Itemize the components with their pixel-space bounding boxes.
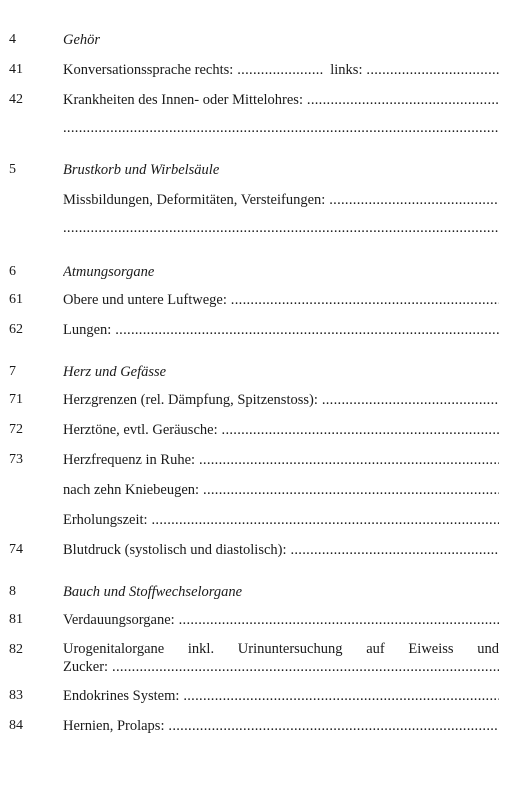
field-label: Erholungszeit: ..... xyxy=(63,510,499,530)
field-label: Missbildungen, Deformitäten, Versteifungen: ..... xyxy=(63,190,499,210)
section-heading: Brustkorb und Wirbelsäule xyxy=(63,162,220,178)
field-82 xyxy=(0,640,516,680)
field-74 xyxy=(0,540,516,560)
field-number: 74 xyxy=(9,542,23,557)
field-label-line1: Urogenitalorgane inkl. Urinuntersuchung auf Eiweiss und xyxy=(63,641,499,657)
section-number: 7 xyxy=(9,364,16,379)
field-number: 82 xyxy=(9,642,23,657)
field-number: 81 xyxy=(9,612,23,627)
field-label: Endokrines System: ..... xyxy=(63,686,499,706)
field-84 xyxy=(0,716,516,736)
field-42-continuation xyxy=(0,118,516,138)
section-number: 4 xyxy=(9,32,16,47)
field-81 xyxy=(0,610,516,630)
field-73-knee-bends xyxy=(0,480,516,500)
field-label: Hernien, Prolaps: ..... xyxy=(63,716,499,736)
field-5-continuation xyxy=(0,218,516,238)
section-number: 5 xyxy=(9,162,16,177)
field-83 xyxy=(0,686,516,706)
section-7 xyxy=(0,362,516,382)
section-8 xyxy=(0,582,516,602)
field-label: Herztöne, evtl. Geräusche: ..... xyxy=(63,420,499,440)
field-number: 62 xyxy=(9,322,23,337)
field-number: 71 xyxy=(9,392,23,407)
field-label-multiline xyxy=(63,640,499,676)
field-number: 73 xyxy=(9,452,23,467)
section-heading: Atmungsorgane xyxy=(63,264,155,280)
field-label: Verdauungsorgane: ..... xyxy=(63,610,499,630)
field-label: Krankheiten des Innen- oder Mittelohres: ..... xyxy=(63,90,499,110)
field-number: 42 xyxy=(9,92,23,107)
section-6 xyxy=(0,262,516,282)
section-number: 8 xyxy=(9,584,16,599)
field-label-left: links: ..... xyxy=(323,60,499,80)
field-72 xyxy=(0,420,516,440)
field-62 xyxy=(0,320,516,340)
field-number: 61 xyxy=(9,292,23,307)
field-73 xyxy=(0,450,516,470)
section-4 xyxy=(0,30,516,50)
field-41 xyxy=(0,60,516,80)
field-label: Obere und untere Luftwege: ..... xyxy=(63,290,499,310)
blank-line xyxy=(63,118,499,138)
field-label-right: Konversationssprache rechts: ..... xyxy=(63,60,323,80)
field-71 xyxy=(0,390,516,410)
field-number: 72 xyxy=(9,422,23,437)
field-61 xyxy=(0,290,516,310)
field-label: Herzfrequenz in Ruhe: ..... xyxy=(63,450,499,470)
blank-line xyxy=(63,218,499,238)
field-label-line2: Zucker: ..... xyxy=(63,658,499,676)
field-label: Blutdruck (systolisch und diastolisch): ..... xyxy=(63,540,499,560)
section-heading: Bauch und Stoffwechselorgane xyxy=(63,584,243,600)
section-heading: Herz und Gefässe xyxy=(63,364,167,380)
field-number: 83 xyxy=(9,688,23,703)
field-5a xyxy=(0,190,516,210)
field-number: 41 xyxy=(9,62,23,77)
section-number: 6 xyxy=(9,264,16,279)
field-line xyxy=(63,60,499,80)
field-label: nach zehn Kniebeugen: ..... xyxy=(63,480,499,500)
field-label: Lungen: ..... xyxy=(63,320,499,340)
field-number: 84 xyxy=(9,718,23,733)
section-heading: Gehör xyxy=(63,32,101,48)
section-5 xyxy=(0,160,516,180)
field-73-recovery xyxy=(0,510,516,530)
field-42 xyxy=(0,90,516,110)
field-label: Herzgrenzen (rel. Dämpfung, Spitzenstoss): ..... xyxy=(63,390,499,410)
